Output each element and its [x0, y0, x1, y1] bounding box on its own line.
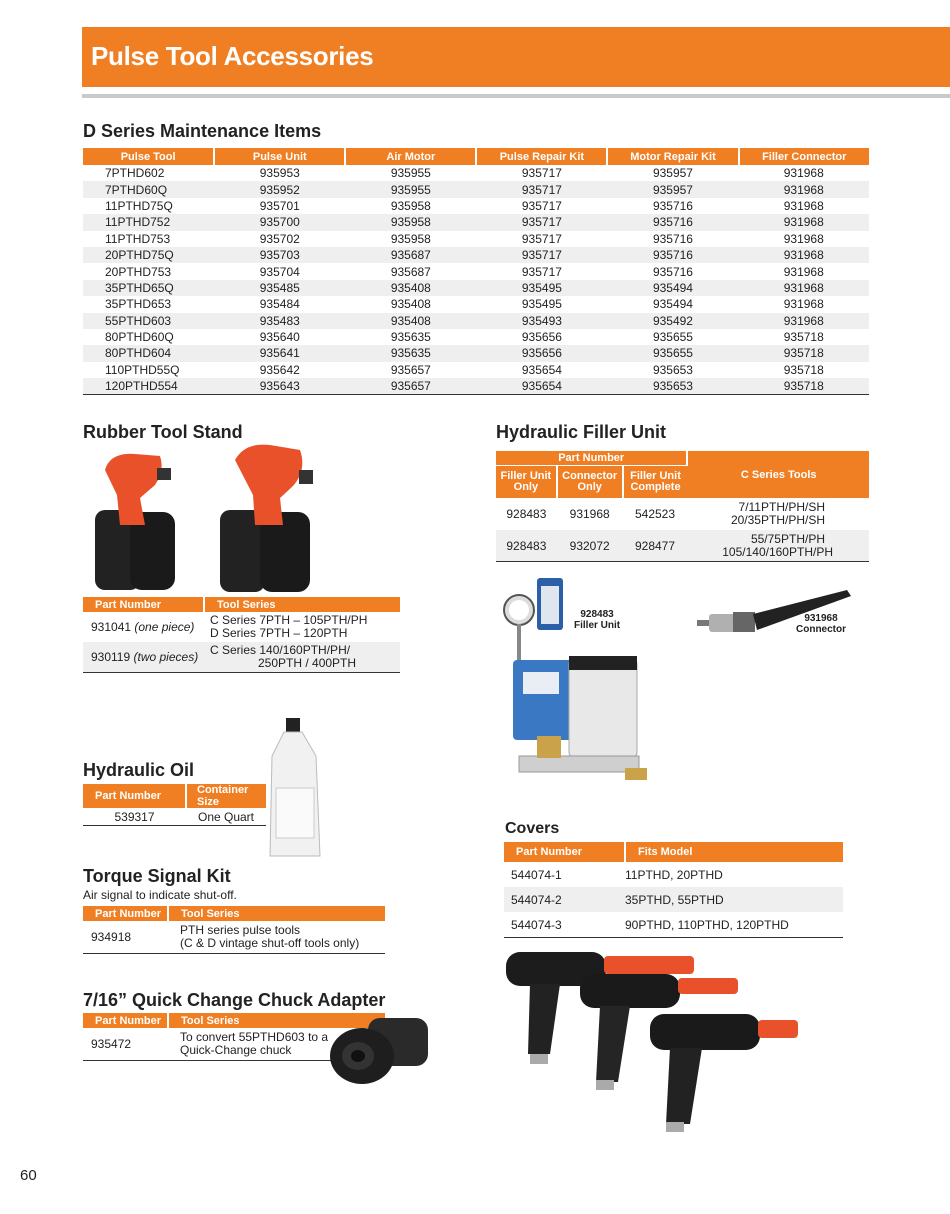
col-header: Fits Model	[625, 842, 843, 862]
table-cell: 935718	[739, 345, 870, 361]
page-number: 60	[20, 1167, 37, 1184]
table-cell: 935701	[259, 198, 300, 213]
table-cell: 55PTHD603	[83, 313, 214, 329]
table-cell: 935952	[214, 181, 345, 197]
table-cell: 110PTHD55Q	[105, 362, 180, 377]
table-cell: 931968	[739, 214, 870, 230]
table-cell: 935656	[476, 345, 607, 361]
container-size: One Quart	[197, 809, 255, 824]
table-row	[496, 530, 869, 562]
table-cell: 935717	[476, 181, 607, 197]
rubber-stand-heading: Rubber Tool Stand	[83, 422, 243, 442]
table-row	[83, 329, 869, 345]
table-row	[83, 313, 869, 329]
table-cell: 935484	[259, 297, 300, 312]
table-cell: 935408	[345, 313, 476, 329]
table-cell: 935657	[390, 362, 431, 377]
table-row	[83, 296, 869, 312]
table-cell: 935717	[476, 214, 607, 230]
fits-model: 11PTHD, 20PTHD	[625, 867, 723, 882]
table-cell: 935716	[607, 247, 738, 263]
table-cell: 935716	[652, 231, 693, 246]
c-series-line: 55/75PTH/PH	[750, 531, 825, 546]
caption-line: 931968	[804, 613, 838, 624]
table-cell: 935655	[607, 345, 738, 361]
table-row	[83, 263, 869, 279]
table-cell: 7PTHD602	[105, 166, 165, 181]
col-header	[496, 466, 557, 499]
col-header: Pulse Tool	[83, 148, 214, 165]
caption-line: Filler Unit	[574, 620, 621, 631]
table-cell: 935704	[259, 264, 300, 279]
table-cell: 935494	[652, 297, 693, 312]
rubber-stand-table	[83, 597, 400, 673]
table-cell: 931968	[783, 264, 824, 279]
table-row	[83, 181, 869, 197]
c-series-line: 105/140/160PTH/PH	[722, 544, 833, 559]
table-cell: 935718	[783, 362, 824, 377]
table-row	[83, 231, 869, 247]
col-header-line: Filler Unit	[630, 470, 681, 482]
table-cell: 931968	[783, 166, 824, 181]
tool-series-line: To convert 55PTHD603 to a	[180, 1030, 329, 1044]
table-cell: 935657	[345, 378, 476, 395]
col-header: Part Number	[83, 597, 204, 612]
cell: 928477	[623, 530, 688, 562]
col-header-line: Only	[577, 481, 602, 493]
table-cell: 931968	[783, 198, 824, 213]
table-row	[496, 498, 869, 530]
caption-line: 928483	[580, 609, 614, 620]
fits-model: 35PTHD, 55PTHD	[625, 887, 843, 912]
col-header: Air Motor	[345, 148, 476, 165]
table-cell: 935655	[652, 330, 693, 345]
table-row	[83, 165, 869, 181]
col-header: Part Number	[83, 784, 186, 808]
caption-line: Connector	[796, 624, 846, 635]
table-cell: 20PTHD75Q	[83, 247, 214, 263]
maintenance-heading: D Series Maintenance Items	[83, 121, 322, 141]
col-header: Container Size	[186, 784, 266, 808]
table-cell: 935953	[259, 166, 300, 181]
table-cell: 935641	[214, 345, 345, 361]
table-cell: 935492	[607, 313, 738, 329]
col-header	[557, 466, 623, 499]
part-number: 931041	[91, 620, 132, 634]
table-cell: 935716	[652, 198, 693, 213]
col-header: Part Number	[504, 842, 625, 862]
table-row	[504, 862, 843, 887]
c-series-line: 20/35PTH/PH/SH	[730, 513, 825, 527]
cell: 932072	[557, 530, 623, 562]
tool-series-line: (C & D vintage shut-off tools only)	[180, 936, 360, 950]
col-header: Part Number	[83, 906, 168, 921]
cell: 931968	[569, 507, 610, 521]
part-number: 544074-3	[511, 917, 562, 932]
tool-series-line: D Series 7PTH – 120PTH	[210, 626, 348, 640]
table-cell: 935717	[476, 247, 607, 263]
table-cell: 931968	[739, 313, 870, 329]
table-cell: 935957	[607, 181, 738, 197]
table-row	[83, 642, 400, 673]
table-cell: 935483	[214, 313, 345, 329]
filler-unit-table	[496, 451, 869, 562]
table-cell: 935717	[521, 264, 562, 279]
part-number: 934918	[91, 930, 132, 944]
col-header: C Series Tools	[687, 451, 869, 498]
table-cell: 931968	[783, 297, 824, 312]
table-cell: 80PTHD60Q	[105, 330, 174, 345]
hydraulic-oil-table	[83, 784, 266, 826]
table-row	[83, 247, 869, 263]
table-cell: 935718	[783, 330, 824, 345]
table-cell: 935957	[652, 166, 693, 181]
torque-kit-table	[83, 906, 385, 954]
table-cell: 935653	[652, 362, 693, 377]
torque-kit-subtitle: Air signal to indicate shut-off.	[83, 888, 237, 902]
table-cell: 935958	[390, 231, 431, 246]
table-row	[83, 921, 385, 954]
table-cell: 35PTHD65Q	[83, 280, 214, 296]
table-row	[83, 612, 400, 642]
filler-unit-photo	[497, 572, 657, 788]
table-row	[504, 912, 843, 938]
filler-unit-heading: Hydraulic Filler Unit	[496, 422, 667, 442]
table-cell: 11PTHD752	[83, 214, 214, 230]
col-header: Tool Series	[168, 906, 385, 921]
table-cell: 935635	[345, 345, 476, 361]
table-cell: 935716	[652, 264, 693, 279]
table-cell: 935955	[390, 166, 431, 181]
table-cell: 935703	[214, 247, 345, 263]
table-cell: 935718	[739, 378, 870, 395]
chuck-adapter-photo	[328, 1012, 434, 1088]
col-header: Filler Connector	[739, 148, 870, 165]
table-cell: 935955	[345, 181, 476, 197]
table-row	[83, 280, 869, 296]
table-cell: 935653	[607, 378, 738, 395]
table-cell: 935654	[476, 378, 607, 395]
table-cell: 935702	[259, 231, 300, 246]
table-row	[83, 345, 869, 361]
part-number: 930119	[91, 650, 131, 664]
table-row	[83, 362, 869, 378]
table-cell: 935717	[521, 166, 562, 181]
col-header-line: Filler Unit	[500, 470, 552, 482]
col-header: Part Number	[83, 1013, 168, 1028]
tool-series-line: PTH series pulse tools	[180, 923, 301, 937]
col-header: Pulse Repair Kit	[476, 148, 607, 165]
table-cell: 120PTHD554	[83, 378, 214, 395]
cell: 542523	[634, 507, 676, 521]
col-header: Motor Repair Kit	[607, 148, 738, 165]
table-row	[504, 887, 843, 912]
part-number: 544074-1	[511, 867, 562, 882]
table-row	[83, 378, 869, 395]
part-number: 539317	[114, 809, 155, 824]
table-cell: 935495	[476, 280, 607, 296]
table-row	[83, 214, 869, 230]
col-group-header: Part Number	[496, 451, 687, 466]
table-cell: 935642	[259, 362, 300, 377]
col-header-line: Complete	[630, 481, 681, 493]
table-cell: 935408	[390, 297, 431, 312]
table-cell: 7PTHD60Q	[83, 181, 214, 197]
table-cell: 935717	[521, 198, 562, 213]
page-title: Pulse Tool Accessories	[91, 41, 374, 71]
col-header: Tool Series	[204, 597, 400, 612]
covers-heading: Covers	[505, 820, 560, 837]
table-cell: 935640	[259, 330, 300, 345]
table-cell: 935656	[521, 330, 562, 345]
col-header	[623, 466, 688, 499]
table-cell: 935958	[345, 214, 476, 230]
fits-model: 90PTHD, 110PTHD, 120PTHD	[625, 917, 789, 932]
part-note: (two pieces)	[133, 650, 199, 664]
hydraulic-oil-heading: Hydraulic Oil	[83, 760, 195, 780]
tool-series-line: C Series 7PTH – 105PTH/PH	[210, 613, 368, 627]
table-cell: 935408	[345, 280, 476, 296]
covers-photo	[500, 944, 800, 1144]
table-row	[83, 198, 869, 214]
table-cell: 935700	[214, 214, 345, 230]
part-number: 544074-2	[504, 887, 625, 912]
col-header-line: Connector	[562, 470, 618, 482]
table-cell: 20PTHD753	[105, 264, 172, 279]
table-cell: 935495	[521, 297, 562, 312]
table-cell: 935643	[214, 378, 345, 395]
table-row	[83, 808, 266, 826]
table-cell: 935485	[214, 280, 345, 296]
tool-series-line: 250PTH / 400PTH	[258, 656, 357, 670]
part-note: (one piece)	[134, 620, 195, 634]
table-cell: 935716	[607, 214, 738, 230]
tool-series-line: Quick-Change chuck	[180, 1043, 292, 1057]
table-cell: 11PTHD75Q	[105, 198, 173, 213]
chuck-adapter-heading: 7/16” Quick Change Chuck Adapter	[83, 990, 386, 1010]
title-divider	[82, 94, 950, 98]
connector-caption	[796, 613, 846, 635]
table-cell: 80PTHD604	[83, 345, 214, 361]
rubber-stand-photo	[85, 440, 355, 596]
table-cell: 935654	[521, 362, 562, 377]
table-cell: 935494	[607, 280, 738, 296]
c-series-line: 7/11PTH/PH/SH	[738, 500, 825, 514]
table-cell: 11PTHD753	[105, 231, 171, 246]
cell: 928483	[496, 530, 557, 562]
page-title-bar	[82, 27, 950, 87]
table-cell: 935687	[345, 247, 476, 263]
torque-kit-heading: Torque Signal Kit	[83, 866, 231, 886]
table-cell: 35PTHD653	[105, 297, 172, 312]
tool-series-line: C Series 140/160PTH/PH/	[210, 643, 351, 657]
table-cell: 935635	[390, 330, 431, 345]
col-header-line: Only	[513, 481, 539, 493]
table-cell: 935717	[521, 231, 562, 246]
table-cell: 935687	[390, 264, 431, 279]
col-header: Tool Series	[168, 1013, 385, 1028]
table-cell: 935958	[390, 198, 431, 213]
cell: 928483	[506, 507, 547, 521]
table-cell: 931968	[739, 181, 870, 197]
maintenance-table	[83, 148, 869, 395]
col-header: Pulse Unit	[214, 148, 345, 165]
table-cell: 931968	[783, 231, 824, 246]
covers-table	[504, 842, 843, 938]
table-cell: 931968	[739, 280, 870, 296]
table-cell: 935493	[476, 313, 607, 329]
table-cell: 931968	[739, 247, 870, 263]
filler-unit-caption	[574, 609, 620, 631]
oil-bottle-photo	[266, 716, 324, 858]
part-number: 935472	[91, 1037, 132, 1051]
